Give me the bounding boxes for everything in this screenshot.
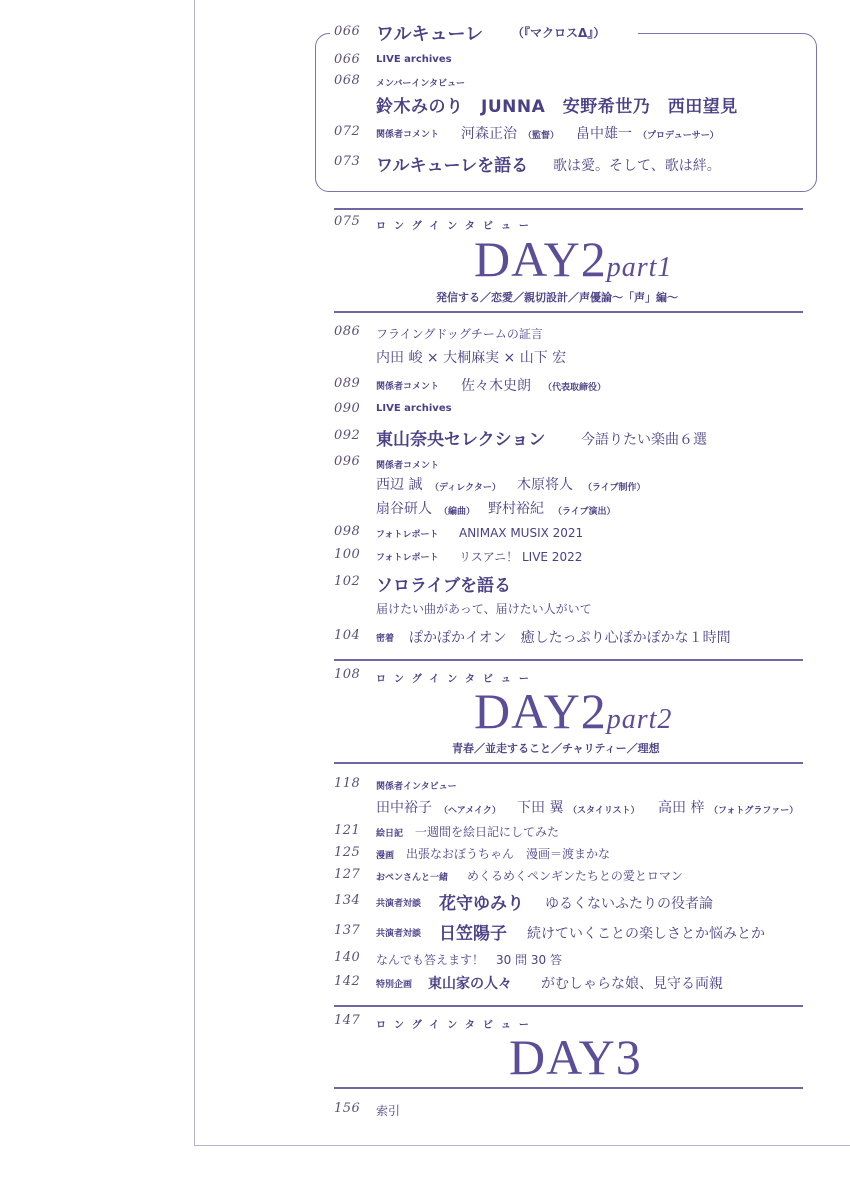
- page-number: 096: [334, 454, 361, 469]
- section-title[interactable]: [509, 1028, 642, 1086]
- section-title-part: part2: [606, 704, 673, 735]
- page-number: 073: [334, 154, 361, 169]
- entry-role: （監督）: [523, 131, 560, 141]
- entry-name[interactable]: 下田 翼: [517, 800, 564, 816]
- section-divider: [334, 1087, 803, 1089]
- entry-subtitle: がむしゃらな娘、見守る両親: [541, 976, 723, 992]
- section-subtitle: 発信する／恋愛／親切設計／声優論～「声」編～: [436, 291, 678, 304]
- entry-subtitle: 今語りたい楽曲６選: [581, 432, 707, 448]
- section-label: ロングインタビュー: [376, 221, 537, 232]
- entry-name[interactable]: 佐々木史朗: [461, 378, 531, 394]
- entry-role: （スタイリスト）: [568, 806, 640, 816]
- page-number: 140: [334, 950, 361, 965]
- entry-name[interactable]: 高田 梓: [658, 800, 705, 816]
- page-number: 086: [334, 324, 361, 339]
- entry-label: フォトレポート: [376, 530, 439, 540]
- entry-role: （ディレクター）: [430, 483, 501, 493]
- entry-label: おペンさんと一緒: [376, 873, 449, 883]
- section-divider: [334, 659, 803, 661]
- entry-role: （ヘアメイク）: [439, 806, 501, 816]
- page-number: 072: [334, 124, 361, 139]
- page-frame-bottom: [194, 1145, 850, 1146]
- page-number: 090: [334, 401, 361, 416]
- entry-live-archives[interactable]: LIVE archives: [376, 54, 452, 65]
- page-frame-left: [194, 0, 195, 1145]
- page-number: 142: [334, 974, 361, 989]
- entry-name[interactable]: 河森正治: [461, 126, 517, 142]
- walkure-title[interactable]: ワルキューレ: [376, 24, 484, 45]
- page-number: 147: [334, 1013, 361, 1028]
- entry-live-archives[interactable]: LIVE archives: [376, 403, 452, 414]
- page-number: 118: [334, 776, 361, 791]
- entry-subtitle: 届けたい曲があって、届けたい人がいて: [376, 602, 592, 616]
- entry-label: 関係者インタビュー: [376, 782, 457, 792]
- entry-label: フォトレポート: [376, 553, 439, 563]
- entry-role: （ライブ制作）: [583, 483, 646, 493]
- page-number: 066: [334, 24, 361, 39]
- entry-name[interactable]: 西辺 誠: [376, 477, 423, 493]
- entry-title[interactable]: フライングドッグチームの証言: [376, 327, 543, 341]
- entry-role: （ライブ演出）: [553, 507, 616, 517]
- entry-label: 共演者対談: [376, 929, 422, 939]
- section-title-main: DAY3: [509, 1029, 642, 1085]
- entry-name[interactable]: 畠中雄一: [576, 126, 632, 142]
- page-number: 104: [334, 628, 361, 643]
- entry-title[interactable]: リスアニ！ LIVE 2022: [459, 550, 583, 564]
- section-title-part: part1: [606, 252, 673, 283]
- entry-name[interactable]: 田中裕子: [376, 800, 432, 816]
- entry-title[interactable]: 日笠陽子: [439, 924, 507, 944]
- entry-role: （プロデューサー）: [638, 131, 719, 141]
- entry-title[interactable]: 一週間を絵日記にしてみた: [415, 825, 560, 839]
- section-divider: [334, 762, 803, 764]
- page-number: 098: [334, 524, 361, 539]
- entry-label: 漫画: [376, 851, 395, 861]
- entry-role: （編曲）: [439, 507, 476, 517]
- entry-name[interactable]: 木原将人: [517, 477, 573, 493]
- entry-index[interactable]: 索引: [376, 1104, 401, 1118]
- entry-title[interactable]: ワルキューレを語る: [376, 156, 529, 176]
- entry-names: 内田 峻 × 大桐麻実 × 山下 宏: [376, 350, 567, 366]
- page-number: 100: [334, 547, 361, 562]
- page-number: 068: [334, 73, 361, 88]
- page-number: 075: [334, 214, 361, 229]
- section-title[interactable]: [474, 682, 672, 740]
- page-number: 102: [334, 574, 361, 589]
- entry-subtitle: 歌は愛。そして、歌は絆。: [553, 158, 721, 174]
- entry-label: 密着: [376, 634, 395, 644]
- section-title-main: DAY2: [474, 683, 607, 739]
- section-subtitle: 青春／並走すること／チャリティー／理想: [452, 742, 660, 755]
- page-number: 089: [334, 376, 361, 391]
- entry-title[interactable]: 花守ゆみり: [439, 894, 524, 914]
- page-number: 066: [334, 52, 361, 67]
- entry-title[interactable]: 東山奈央セレクション: [376, 430, 546, 450]
- page-number: 108: [334, 667, 361, 682]
- section-divider: [334, 311, 803, 313]
- walkure-subtitle: （『マクロスΔ』）: [512, 26, 606, 40]
- page-number: 121: [334, 823, 361, 838]
- entry-title[interactable]: 東山家の人々: [428, 976, 512, 992]
- entry-subtitle: 続けていくことの楽しさとか悩みとか: [527, 926, 765, 942]
- entry-subtitle: ゆるくないふたりの役者論: [545, 896, 713, 912]
- entry-label: メンバーインタビュー: [376, 79, 466, 89]
- page-number: 137: [334, 923, 361, 938]
- page-number: 134: [334, 893, 361, 908]
- entry-role: （代表取締役）: [543, 383, 607, 393]
- entry-label: 共演者対談: [376, 899, 422, 909]
- entry-label: 関係者コメント: [376, 461, 440, 471]
- entry-title[interactable]: ソロライブを語る: [376, 576, 511, 596]
- section-title[interactable]: [474, 230, 672, 288]
- section-label: ロングインタビュー: [376, 1020, 537, 1031]
- page-number: 092: [334, 428, 361, 443]
- entry-label: 関係者コメント: [376, 382, 440, 392]
- section-label: ロングインタビュー: [376, 674, 537, 685]
- entry-title[interactable]: 出張なおぼうちゃん 漫画＝渡まかな: [406, 847, 611, 861]
- entry-label: 絵日記: [376, 829, 404, 839]
- section-title-main: DAY2: [474, 231, 607, 287]
- entry-title[interactable]: めくるめくペンギンたちとの愛とロマン: [467, 869, 683, 883]
- section-divider: [334, 208, 803, 210]
- entry-title[interactable]: なんでも答えます！ 30 問 30 答: [376, 953, 562, 967]
- entry-role: （フォトグラファー）: [709, 806, 799, 816]
- page-number: 156: [334, 1101, 361, 1116]
- entry-title[interactable]: ANIMAX MUSIX 2021: [459, 526, 584, 540]
- entry-member-names[interactable]: 鈴木みのり JUNNA 安野希世乃 西田望見: [376, 97, 738, 117]
- entry-label: 関係者コメント: [376, 130, 440, 140]
- page-number: 125: [334, 845, 361, 860]
- page-number: 127: [334, 867, 361, 882]
- entry-name[interactable]: 野村裕紀: [488, 501, 544, 517]
- entry-name[interactable]: 扇谷研人: [376, 501, 432, 517]
- entry-title[interactable]: ぽかぽかイオン 癒したっぷり心ぽかぽかな１時間: [409, 630, 731, 646]
- section-divider: [334, 1005, 803, 1007]
- entry-label: 特別企画: [376, 980, 413, 990]
